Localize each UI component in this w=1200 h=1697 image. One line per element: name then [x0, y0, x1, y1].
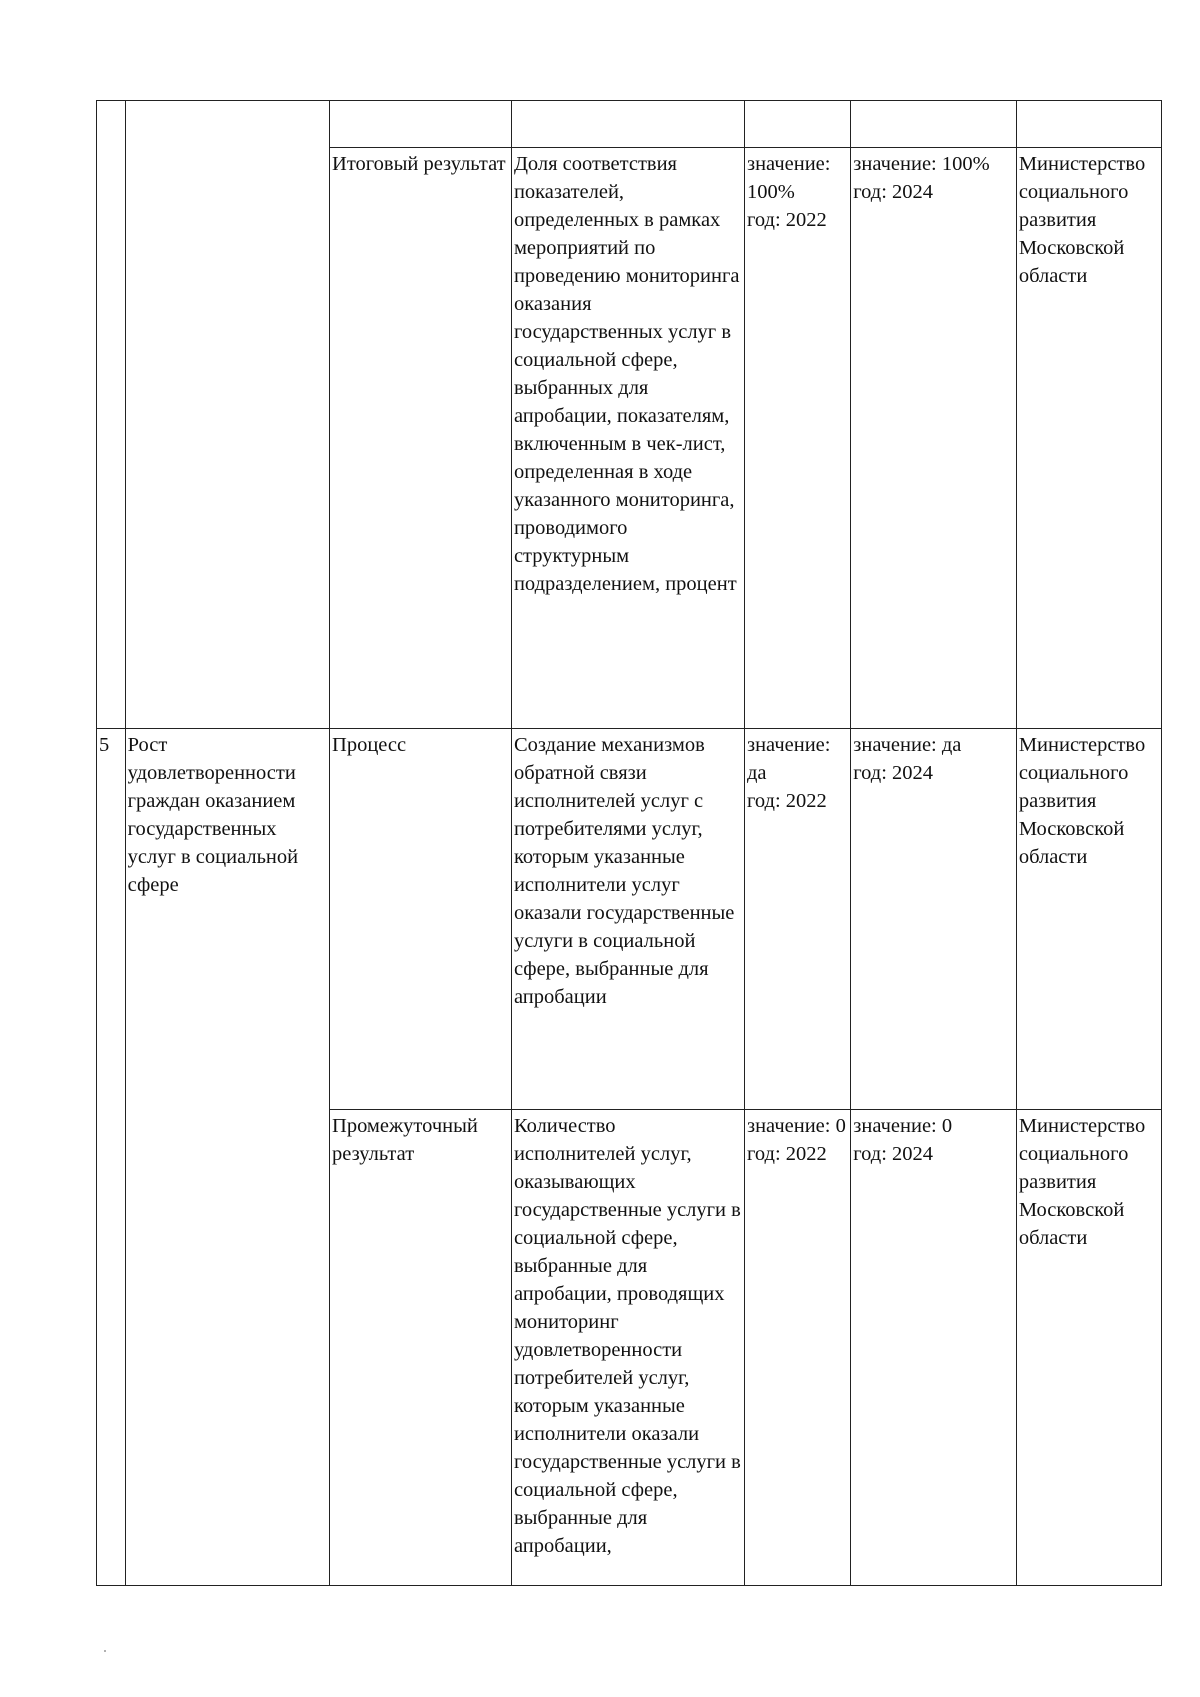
cell-responsible: Министерство социального развития Московской области: [1016, 1110, 1161, 1586]
cell-indicator: Доля соответствия показателей, определенных в рамках мероприятий по проведению мониторинга оказания государственных услуг в социальной сфере, выбранных для апробации, показателям, включенным в чек-лист, определенная в ходе указанного мониторинга, проводимого структурным подразделением, процент: [511, 148, 744, 729]
cell-indicator: Создание механизмов обратной связи исполнителей услуг с потребителями услуг, которым указанные исполнители услуг оказали государственные услуги в социальной сфере, выбранные для апробации: [511, 729, 744, 1110]
cell-empty: [744, 101, 850, 148]
results-table: [96, 100, 1162, 1586]
cell-empty: [1016, 101, 1161, 148]
scan-speck: [104, 1650, 106, 1652]
cell-empty: [851, 101, 1017, 148]
cell-responsible: Министерство социального развития Московской области: [1016, 148, 1161, 729]
cell-base-value: значение: 100% год: 2022: [744, 148, 850, 729]
cell-empty: [511, 101, 744, 148]
table-row: [97, 729, 1162, 1110]
cell-result-type: Промежуточный результат: [330, 1110, 512, 1586]
cell-empty: [330, 101, 512, 148]
cell-responsible: Министерство социального развития Московской области: [1016, 729, 1161, 1110]
cell-target-value: значение: 100% год: 2024: [851, 148, 1017, 729]
cell-base-value: значение: да год: 2022: [744, 729, 850, 1110]
cell-goal: Рост удовлетворенности граждан оказанием государственных услуг в социальной сфере: [125, 729, 329, 1586]
cell-number: 5: [97, 729, 126, 1586]
cell-goal: [125, 101, 329, 729]
cell-target-value: значение: 0 год: 2024: [851, 1110, 1017, 1586]
cell-result-type: Процесс: [330, 729, 512, 1110]
cell-target-value: значение: да год: 2024: [851, 729, 1017, 1110]
cell-indicator: Количество исполнителей услуг, оказывающих государственные услуги в социальной сфере, выбранные для апробации, проводящих мониторинг удовлетворенности потребителей услуг, которым указанные исполнители оказали государственные услуги в социальной сфере, выбранные для апробации,: [511, 1110, 744, 1586]
cell-base-value: значение: 0 год: 2022: [744, 1110, 850, 1586]
cell-result-type: Итоговый результат: [330, 148, 512, 729]
cell-number: [97, 101, 126, 729]
table-row-continuation-top: [97, 101, 1162, 148]
